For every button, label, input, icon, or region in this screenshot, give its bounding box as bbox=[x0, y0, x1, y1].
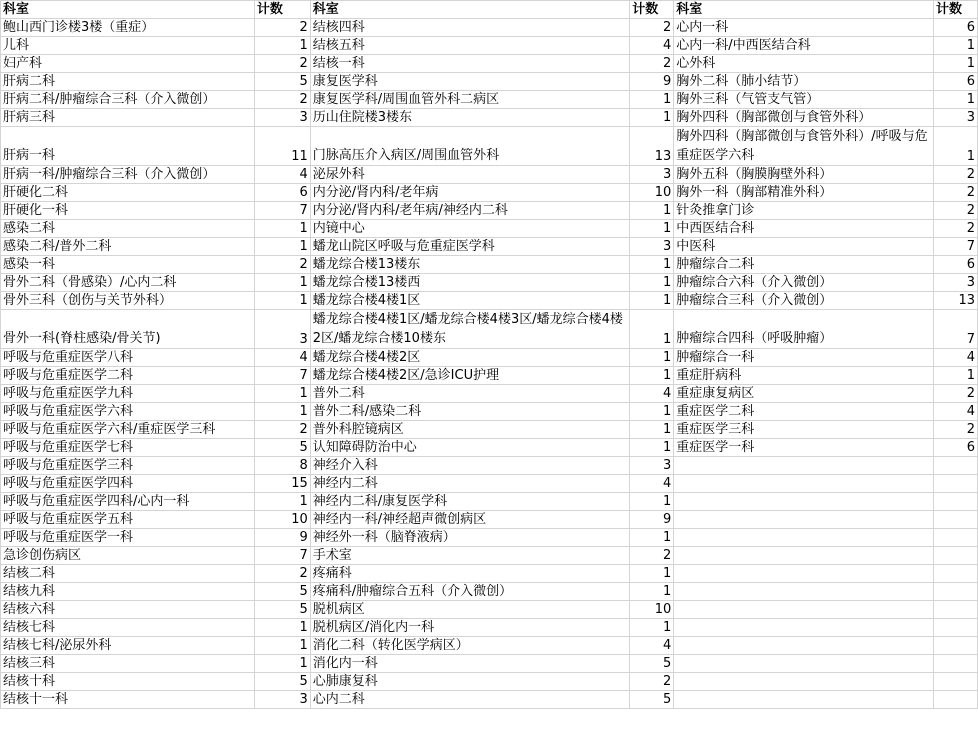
dept-cell[interactable]: 疼痛科 bbox=[310, 565, 630, 583]
count-cell[interactable]: 8 bbox=[254, 457, 310, 475]
count-cell[interactable]: 6 bbox=[934, 256, 978, 274]
dept-cell[interactable]: 手术室 bbox=[310, 547, 630, 565]
dept-cell[interactable]: 鲍山西门诊楼3楼（重症） bbox=[1, 19, 255, 37]
dept-column-header[interactable]: 科室 bbox=[310, 1, 630, 19]
dept-column-header[interactable]: 科室 bbox=[674, 1, 934, 19]
dept-cell[interactable]: 呼吸与危重症医学三科 bbox=[1, 457, 255, 475]
count-cell[interactable]: 5 bbox=[630, 691, 674, 709]
dept-cell[interactable]: 肿瘤综合一科 bbox=[674, 349, 934, 367]
dept-cell[interactable]: 结核九科 bbox=[1, 583, 255, 601]
count-cell[interactable]: 5 bbox=[630, 655, 674, 673]
count-cell[interactable] bbox=[934, 673, 978, 691]
dept-cell[interactable]: 神经外一科（脑脊液病） bbox=[310, 529, 630, 547]
count-cell[interactable]: 1 bbox=[254, 655, 310, 673]
table-row bbox=[1, 91, 978, 109]
count-cell[interactable]: 4 bbox=[934, 349, 978, 367]
table-row bbox=[1, 202, 978, 220]
dept-cell[interactable]: 普外二科 bbox=[310, 385, 630, 403]
count-cell[interactable]: 1 bbox=[630, 91, 674, 109]
count-cell[interactable]: 2 bbox=[254, 55, 310, 73]
count-cell[interactable]: 1 bbox=[254, 238, 310, 256]
count-cell[interactable]: 1 bbox=[630, 256, 674, 274]
count-cell[interactable] bbox=[934, 493, 978, 511]
count-cell[interactable]: 5 bbox=[254, 583, 310, 601]
table-row bbox=[1, 220, 978, 238]
dept-cell[interactable]: 神经内二科/康复医学科 bbox=[310, 493, 630, 511]
table-row bbox=[1, 274, 978, 292]
dept-cell[interactable]: 肿瘤综合四科（呼吸肿瘤） bbox=[674, 310, 934, 349]
count-cell[interactable]: 7 bbox=[934, 238, 978, 256]
dept-cell[interactable]: 心内一科/中西医结合科 bbox=[674, 37, 934, 55]
dept-cell[interactable]: 心外科 bbox=[674, 55, 934, 73]
dept-cell[interactable]: 呼吸与危重症医学四科/心内一科 bbox=[1, 493, 255, 511]
dept-cell[interactable]: 康复医学科 bbox=[310, 73, 630, 91]
table-body bbox=[1, 1, 978, 709]
dept-cell[interactable]: 重症肝病科 bbox=[674, 367, 934, 385]
count-cell[interactable]: 2 bbox=[254, 565, 310, 583]
table-row bbox=[1, 439, 978, 457]
dept-cell[interactable]: 蟠龙综合楼13楼西 bbox=[310, 274, 630, 292]
dept-cell[interactable]: 结核三科 bbox=[1, 655, 255, 673]
dept-cell[interactable]: 结核二科 bbox=[1, 565, 255, 583]
count-cell[interactable]: 5 bbox=[254, 73, 310, 91]
count-cell[interactable]: 7 bbox=[934, 310, 978, 349]
dept-cell[interactable]: 心内二科 bbox=[310, 691, 630, 709]
dept-column-header[interactable]: 科室 bbox=[1, 1, 255, 19]
count-cell[interactable]: 5 bbox=[254, 673, 310, 691]
count-cell[interactable]: 1 bbox=[630, 220, 674, 238]
count-cell[interactable]: 1 bbox=[630, 565, 674, 583]
count-cell[interactable] bbox=[934, 691, 978, 709]
count-cell[interactable]: 2 bbox=[934, 166, 978, 184]
count-cell[interactable]: 2 bbox=[934, 385, 978, 403]
count-cell[interactable]: 2 bbox=[934, 202, 978, 220]
dept-cell[interactable]: 内镜中心 bbox=[310, 220, 630, 238]
table-row bbox=[1, 511, 978, 529]
count-cell[interactable]: 3 bbox=[630, 166, 674, 184]
count-cell[interactable]: 1 bbox=[630, 274, 674, 292]
count-cell[interactable]: 3 bbox=[934, 274, 978, 292]
dept-cell[interactable]: 呼吸与危重症医学八科 bbox=[1, 349, 255, 367]
count-cell[interactable]: 1 bbox=[934, 367, 978, 385]
count-cell[interactable]: 1 bbox=[630, 619, 674, 637]
count-cell[interactable]: 13 bbox=[934, 292, 978, 310]
count-cell[interactable]: 1 bbox=[934, 55, 978, 73]
count-cell[interactable]: 1 bbox=[254, 292, 310, 310]
count-cell[interactable]: 6 bbox=[934, 73, 978, 91]
dept-cell[interactable]: 胸外二科（肺小结节） bbox=[674, 73, 934, 91]
count-cell[interactable]: 2 bbox=[934, 184, 978, 202]
count-cell[interactable]: 1 bbox=[630, 292, 674, 310]
count-cell[interactable]: 3 bbox=[630, 238, 674, 256]
dept-cell[interactable]: 胸外一科（胸部精准外科） bbox=[674, 184, 934, 202]
table-row bbox=[1, 565, 978, 583]
table-row bbox=[1, 673, 978, 691]
table-row bbox=[1, 19, 978, 37]
table-row bbox=[1, 691, 978, 709]
dept-cell[interactable]: 妇产科 bbox=[1, 55, 255, 73]
count-cell[interactable]: 2 bbox=[254, 421, 310, 439]
dept-cell[interactable] bbox=[674, 547, 934, 565]
count-cell[interactable]: 7 bbox=[254, 367, 310, 385]
table-row bbox=[1, 127, 978, 166]
count-cell[interactable]: 2 bbox=[630, 547, 674, 565]
dept-cell[interactable]: 感染一科 bbox=[1, 256, 255, 274]
dept-cell[interactable] bbox=[674, 601, 934, 619]
dept-cell[interactable]: 呼吸与危重症医学二科 bbox=[1, 367, 255, 385]
count-cell[interactable]: 2 bbox=[630, 55, 674, 73]
dept-cell[interactable]: 呼吸与危重症医学四科 bbox=[1, 475, 255, 493]
dept-cell[interactable]: 呼吸与危重症医学六科/重症医学三科 bbox=[1, 421, 255, 439]
count-cell[interactable]: 1 bbox=[934, 127, 978, 166]
dept-cell[interactable]: 呼吸与危重症医学七科 bbox=[1, 439, 255, 457]
dept-cell[interactable]: 结核十科 bbox=[1, 673, 255, 691]
dept-cell[interactable]: 肝硬化二科 bbox=[1, 184, 255, 202]
dept-cell[interactable]: 中医科 bbox=[674, 238, 934, 256]
dept-cell[interactable]: 儿科 bbox=[1, 37, 255, 55]
dept-cell[interactable]: 神经内二科 bbox=[310, 475, 630, 493]
count-cell[interactable]: 6 bbox=[934, 19, 978, 37]
count-cell[interactable] bbox=[934, 511, 978, 529]
count-cell[interactable]: 4 bbox=[630, 37, 674, 55]
count-cell[interactable]: 2 bbox=[254, 91, 310, 109]
dept-cell[interactable]: 历山住院楼3楼东 bbox=[310, 109, 630, 127]
dept-cell[interactable]: 肝硬化一科 bbox=[1, 202, 255, 220]
dept-cell[interactable]: 呼吸与危重症医学九科 bbox=[1, 385, 255, 403]
count-cell[interactable] bbox=[934, 655, 978, 673]
dept-cell[interactable]: 重症康复病区 bbox=[674, 385, 934, 403]
dept-cell[interactable]: 肝病二科 bbox=[1, 73, 255, 91]
count-cell[interactable]: 7 bbox=[254, 547, 310, 565]
count-cell[interactable]: 2 bbox=[254, 256, 310, 274]
table-row bbox=[1, 583, 978, 601]
dept-cell[interactable] bbox=[674, 493, 934, 511]
dept-cell[interactable] bbox=[674, 565, 934, 583]
table-row bbox=[1, 184, 978, 202]
count-cell[interactable]: 1 bbox=[254, 274, 310, 292]
dept-cell[interactable]: 普外二科/感染二科 bbox=[310, 403, 630, 421]
dept-cell[interactable]: 结核十一科 bbox=[1, 691, 255, 709]
dept-cell[interactable]: 心内一科 bbox=[674, 19, 934, 37]
table-row bbox=[1, 637, 978, 655]
table-row bbox=[1, 547, 978, 565]
table-row bbox=[1, 457, 978, 475]
dept-cell[interactable]: 胸外五科（胸膜胸壁外科） bbox=[674, 166, 934, 184]
dept-cell[interactable]: 结核五科 bbox=[310, 37, 630, 55]
count-cell[interactable]: 2 bbox=[934, 220, 978, 238]
dept-cell[interactable] bbox=[674, 511, 934, 529]
dept-cell[interactable]: 内分泌/肾内科/老年病 bbox=[310, 184, 630, 202]
dept-cell[interactable]: 内分泌/肾内科/老年病/神经内二科 bbox=[310, 202, 630, 220]
count-cell[interactable]: 5 bbox=[254, 601, 310, 619]
dept-cell[interactable]: 结核七科/泌尿外科 bbox=[1, 637, 255, 655]
dept-cell[interactable]: 肝病三科 bbox=[1, 109, 255, 127]
count-column-header[interactable]: 计数 bbox=[630, 1, 674, 19]
count-cell[interactable]: 1 bbox=[254, 637, 310, 655]
dept-cell[interactable] bbox=[674, 673, 934, 691]
dept-cell[interactable]: 感染二科 bbox=[1, 220, 255, 238]
dept-cell[interactable]: 脱机病区/消化内一科 bbox=[310, 619, 630, 637]
table-row bbox=[1, 166, 978, 184]
dept-cell[interactable]: 骨外一科(脊柱感染/骨关节) bbox=[1, 310, 255, 349]
dept-cell[interactable]: 蟠龙综合楼4楼1区 bbox=[310, 292, 630, 310]
table-row bbox=[1, 109, 978, 127]
header-row bbox=[1, 1, 978, 19]
dept-cell[interactable]: 脱机病区 bbox=[310, 601, 630, 619]
dept-cell[interactable]: 骨外三科（创伤与关节外科） bbox=[1, 292, 255, 310]
dept-cell[interactable] bbox=[674, 637, 934, 655]
dept-cell[interactable]: 普外科腔镜病区 bbox=[310, 421, 630, 439]
dept-cell[interactable]: 骨外二科（骨感染）/心内二科 bbox=[1, 274, 255, 292]
count-cell[interactable] bbox=[934, 565, 978, 583]
count-cell[interactable]: 1 bbox=[254, 37, 310, 55]
dept-cell[interactable] bbox=[674, 529, 934, 547]
dept-cell[interactable]: 蟠龙山院区呼吸与危重症医学科 bbox=[310, 238, 630, 256]
dept-cell[interactable]: 感染二科/普外二科 bbox=[1, 238, 255, 256]
table-row bbox=[1, 37, 978, 55]
count-cell[interactable]: 10 bbox=[630, 184, 674, 202]
dept-cell[interactable]: 结核六科 bbox=[1, 601, 255, 619]
table-row bbox=[1, 367, 978, 385]
dept-cell[interactable]: 疼痛科/肿瘤综合五科（介入微创） bbox=[310, 583, 630, 601]
count-cell[interactable]: 7 bbox=[254, 202, 310, 220]
dept-cell[interactable]: 蟠龙综合楼4楼2区/急诊ICU护理 bbox=[310, 367, 630, 385]
dept-cell[interactable]: 门脉高压介入病区/周围血管外科 bbox=[310, 127, 630, 166]
dept-cell[interactable]: 消化二科（转化医学病区） bbox=[310, 637, 630, 655]
dept-cell[interactable]: 结核四科 bbox=[310, 19, 630, 37]
table-row bbox=[1, 385, 978, 403]
count-cell[interactable]: 1 bbox=[630, 583, 674, 601]
dept-cell[interactable]: 蟠龙综合楼13楼东 bbox=[310, 256, 630, 274]
count-cell[interactable]: 10 bbox=[630, 601, 674, 619]
table-row bbox=[1, 310, 978, 349]
count-cell[interactable]: 6 bbox=[934, 439, 978, 457]
dept-cell[interactable]: 康复医学科/周围血管外科二病区 bbox=[310, 91, 630, 109]
count-cell[interactable]: 1 bbox=[630, 403, 674, 421]
table-row bbox=[1, 601, 978, 619]
dept-cell[interactable]: 结核七科 bbox=[1, 619, 255, 637]
count-cell[interactable] bbox=[934, 583, 978, 601]
dept-cell[interactable] bbox=[674, 619, 934, 637]
count-cell[interactable]: 9 bbox=[254, 529, 310, 547]
count-cell[interactable]: 6 bbox=[254, 184, 310, 202]
count-cell[interactable] bbox=[934, 619, 978, 637]
count-cell[interactable]: 1 bbox=[630, 493, 674, 511]
table-row bbox=[1, 403, 978, 421]
count-cell[interactable]: 4 bbox=[630, 637, 674, 655]
table-row bbox=[1, 292, 978, 310]
dept-cell[interactable]: 泌尿外科 bbox=[310, 166, 630, 184]
count-cell[interactable]: 1 bbox=[630, 109, 674, 127]
dept-cell[interactable]: 肝病二科/肿瘤综合三科（介入微创） bbox=[1, 91, 255, 109]
table-row bbox=[1, 238, 978, 256]
count-cell[interactable]: 1 bbox=[630, 421, 674, 439]
dept-cell[interactable]: 神经介入科 bbox=[310, 457, 630, 475]
count-cell[interactable]: 3 bbox=[934, 109, 978, 127]
count-cell[interactable]: 9 bbox=[630, 73, 674, 91]
count-cell[interactable]: 1 bbox=[254, 385, 310, 403]
table-row bbox=[1, 256, 978, 274]
table-row bbox=[1, 529, 978, 547]
table-row bbox=[1, 475, 978, 493]
dept-cell[interactable] bbox=[674, 475, 934, 493]
dept-cell[interactable]: 中西医结合科 bbox=[674, 220, 934, 238]
count-cell[interactable] bbox=[934, 457, 978, 475]
table-row bbox=[1, 619, 978, 637]
count-cell[interactable]: 1 bbox=[630, 529, 674, 547]
count-cell[interactable]: 1 bbox=[254, 619, 310, 637]
count-cell[interactable] bbox=[934, 547, 978, 565]
table-row bbox=[1, 655, 978, 673]
count-cell[interactable]: 11 bbox=[254, 127, 310, 166]
count-cell[interactable]: 1 bbox=[254, 403, 310, 421]
count-cell[interactable]: 2 bbox=[934, 421, 978, 439]
count-cell[interactable]: 4 bbox=[630, 475, 674, 493]
dept-cell[interactable]: 认知障碍防治中心 bbox=[310, 439, 630, 457]
count-cell[interactable]: 1 bbox=[934, 91, 978, 109]
dept-cell[interactable]: 消化内一科 bbox=[310, 655, 630, 673]
table-row bbox=[1, 493, 978, 511]
count-cell[interactable] bbox=[934, 529, 978, 547]
count-cell[interactable]: 3 bbox=[254, 310, 310, 349]
dept-cell[interactable]: 肝病一科 bbox=[1, 127, 255, 166]
table-row bbox=[1, 55, 978, 73]
dept-cell[interactable]: 呼吸与危重症医学六科 bbox=[1, 403, 255, 421]
table-row bbox=[1, 349, 978, 367]
dept-cell[interactable]: 心肺康复科 bbox=[310, 673, 630, 691]
dept-cell[interactable]: 重症医学一科 bbox=[674, 439, 934, 457]
count-cell[interactable] bbox=[934, 475, 978, 493]
count-cell[interactable]: 4 bbox=[934, 403, 978, 421]
count-cell[interactable]: 1 bbox=[254, 220, 310, 238]
dept-cell[interactable]: 呼吸与危重症医学五科 bbox=[1, 511, 255, 529]
count-cell[interactable]: 1 bbox=[254, 493, 310, 511]
count-cell[interactable]: 2 bbox=[630, 673, 674, 691]
dept-cell[interactable]: 蟠龙综合楼4楼2区 bbox=[310, 349, 630, 367]
count-cell[interactable]: 1 bbox=[630, 367, 674, 385]
count-cell[interactable]: 10 bbox=[254, 511, 310, 529]
count-cell[interactable]: 2 bbox=[254, 19, 310, 37]
dept-cell[interactable]: 急诊创伤病区 bbox=[1, 547, 255, 565]
count-cell[interactable]: 3 bbox=[254, 691, 310, 709]
dept-cell[interactable]: 重症医学三科 bbox=[674, 421, 934, 439]
count-cell[interactable] bbox=[934, 637, 978, 655]
dept-cell[interactable]: 胸外四科（胸部微创与食管外科） bbox=[674, 109, 934, 127]
dept-cell[interactable]: 神经内一科/神经超声微创病区 bbox=[310, 511, 630, 529]
count-column-header[interactable]: 计数 bbox=[254, 1, 310, 19]
count-cell[interactable]: 9 bbox=[630, 511, 674, 529]
count-cell[interactable]: 4 bbox=[254, 166, 310, 184]
count-cell[interactable]: 1 bbox=[630, 349, 674, 367]
count-cell[interactable]: 2 bbox=[630, 19, 674, 37]
dept-cell[interactable]: 蟠龙综合楼4楼1区/蟠龙综合楼4楼3区/蟠龙综合楼4楼2区/蟠龙综合楼10楼东 bbox=[310, 310, 630, 349]
count-cell[interactable]: 3 bbox=[630, 457, 674, 475]
count-cell[interactable]: 1 bbox=[934, 37, 978, 55]
dept-cell[interactable]: 重症医学二科 bbox=[674, 403, 934, 421]
table-row bbox=[1, 421, 978, 439]
dept-cell[interactable] bbox=[674, 655, 934, 673]
dept-cell[interactable] bbox=[674, 457, 934, 475]
count-cell[interactable]: 13 bbox=[630, 127, 674, 166]
count-cell[interactable]: 4 bbox=[254, 349, 310, 367]
count-cell[interactable]: 15 bbox=[254, 475, 310, 493]
dept-cell[interactable]: 肿瘤综合六科（介入微创） bbox=[674, 274, 934, 292]
dept-cell[interactable]: 针灸推拿门诊 bbox=[674, 202, 934, 220]
count-cell[interactable]: 1 bbox=[630, 439, 674, 457]
count-cell[interactable]: 3 bbox=[254, 109, 310, 127]
dept-cell[interactable]: 结核一科 bbox=[310, 55, 630, 73]
dept-cell[interactable] bbox=[674, 583, 934, 601]
dept-cell[interactable]: 肿瘤综合二科 bbox=[674, 256, 934, 274]
table-row bbox=[1, 73, 978, 91]
count-cell[interactable]: 1 bbox=[630, 202, 674, 220]
count-cell[interactable]: 1 bbox=[630, 310, 674, 349]
dept-cell[interactable] bbox=[674, 691, 934, 709]
count-cell[interactable]: 5 bbox=[254, 439, 310, 457]
dept-cell[interactable]: 胸外三科（气管支气管） bbox=[674, 91, 934, 109]
count-cell[interactable] bbox=[934, 601, 978, 619]
dept-cell[interactable]: 呼吸与危重症医学一科 bbox=[1, 529, 255, 547]
dept-cell[interactable]: 肿瘤综合三科（介入微创） bbox=[674, 292, 934, 310]
dept-cell[interactable]: 胸外四科（胸部微创与食管外科）/呼吸与危重症医学六科 bbox=[674, 127, 934, 166]
dept-cell[interactable]: 肝病一科/肿瘤综合三科（介入微创） bbox=[1, 166, 255, 184]
count-column-header[interactable]: 计数 bbox=[934, 1, 978, 19]
count-cell[interactable]: 4 bbox=[630, 385, 674, 403]
